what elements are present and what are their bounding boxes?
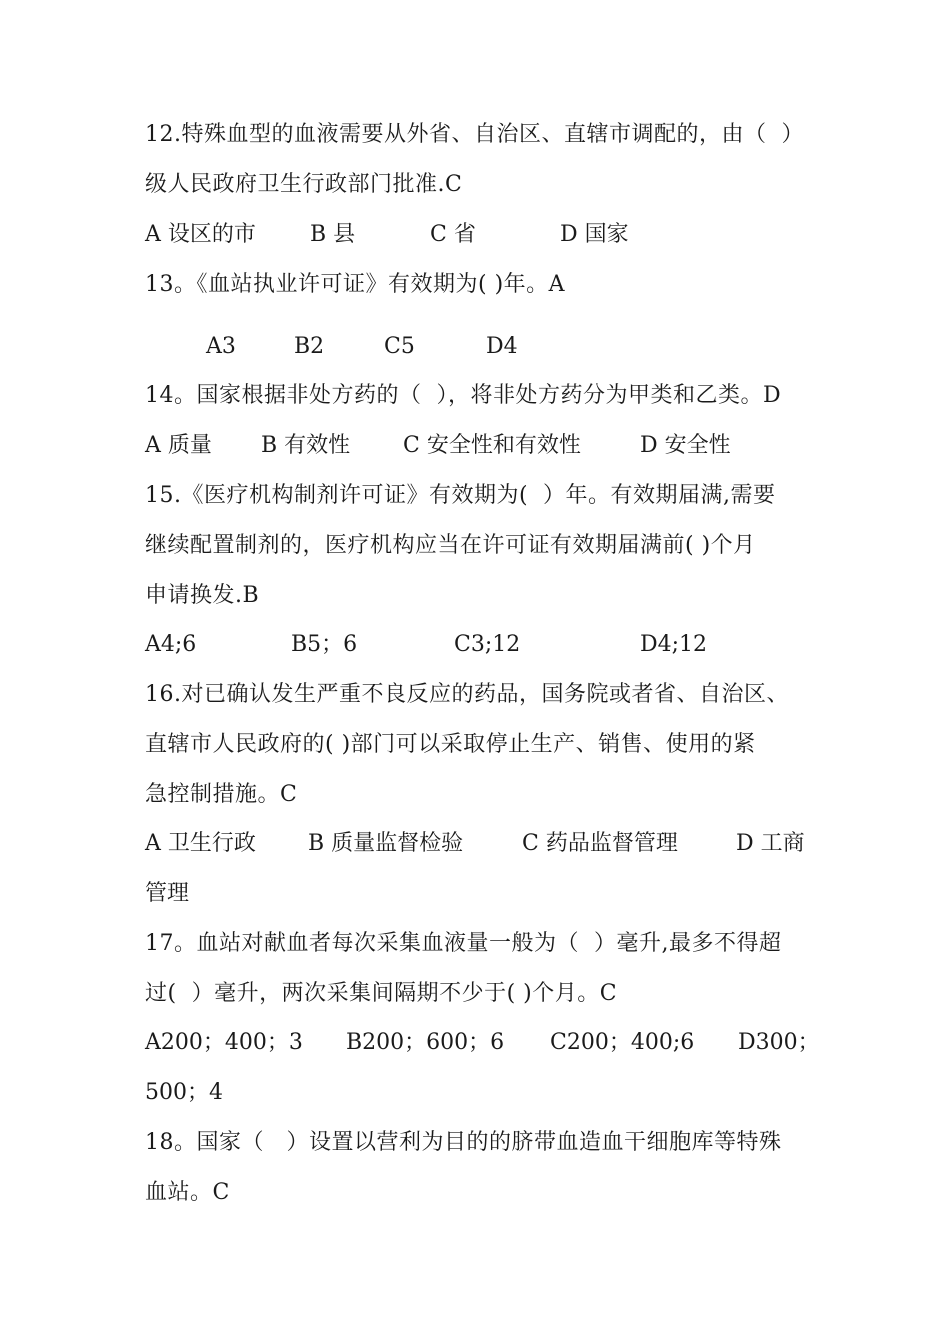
question-15-line-2: 继续配置制剂的，医疗机构应当在许可证有效期届满前( )个月 — [145, 533, 756, 558]
question-16-line-3: 急控制措施。C — [145, 782, 298, 807]
question-17-line-1: 17。血站对献血者每次采集血液量一般为（ ）毫升,最多不得超 — [145, 931, 782, 956]
question-14-option-b: B 有效性 — [261, 433, 351, 458]
question-16-line-1: 16.对已确认发生严重不良反应的药品，国务院或者省、自治区、 — [145, 682, 789, 707]
question-16-option-d-wrap: 管理 — [145, 881, 190, 906]
question-16-option-c: C 药品监督管理 — [522, 831, 678, 856]
question-13-option-d: D4 — [486, 334, 518, 359]
question-17-option-a: A200；400；3 — [145, 1030, 303, 1055]
question-17-option-c: C200；400;6 — [550, 1030, 695, 1055]
question-18-line-2: 血站。C — [145, 1180, 230, 1205]
question-17-option-b: B200；600；6 — [346, 1030, 505, 1055]
question-12-line-2: 级人民政府卫生行政部门批准.C — [145, 172, 463, 197]
question-16-option-d: D 工商 — [736, 831, 805, 856]
question-13-line-1: 13。《血站执业许可证》有效期为( )年。A — [145, 272, 566, 297]
question-18-line-1: 18。国家（ ）设置以营利为目的的脐带血造血干细胞库等特殊 — [145, 1130, 782, 1155]
question-12-option-c: C 省 — [430, 222, 476, 247]
question-16-line-2: 直辖市人民政府的( )部门可以采取停止生产、销售、使用的紧 — [145, 732, 756, 757]
question-14-option-c: C 安全性和有效性 — [403, 433, 581, 458]
question-16-option-a: A 卫生行政 — [145, 831, 256, 856]
question-14-option-d: D 安全性 — [640, 433, 731, 458]
question-12-option-d: D 国家 — [560, 222, 629, 247]
question-12-line-1: 12.特殊血型的血液需要从外省、自治区、直辖市调配的，由（ ） — [145, 122, 804, 147]
question-16-option-b: B 质量监督检验 — [308, 831, 464, 856]
question-15-line-3: 申请换发.B — [145, 583, 260, 608]
question-17-line-2: 过( ）毫升，两次采集间隔期不少于( )个月。C — [145, 981, 618, 1006]
question-12-option-b: B 县 — [310, 222, 356, 247]
question-13-option-c: C5 — [384, 334, 415, 359]
question-15-option-b: B5；6 — [291, 632, 358, 657]
question-13-option-b: B2 — [294, 334, 325, 359]
question-17-option-d: D300； — [738, 1030, 820, 1055]
question-17-option-d-wrap: 500；4 — [145, 1080, 223, 1105]
question-15-option-d: D4;12 — [640, 632, 708, 657]
question-15-option-c: C3;12 — [454, 632, 521, 657]
question-14-option-a: A 质量 — [145, 433, 212, 458]
question-15-line-1: 15.《医疗机构制剂许可证》有效期为( ）年。有效期届满,需要 — [145, 483, 776, 508]
question-14-line-1: 14。国家根据非处方药的（ ），将非处方药分为甲类和乙类。D — [145, 383, 782, 408]
question-15-option-a: A4;6 — [145, 632, 197, 657]
question-13-option-a: A3 — [206, 334, 236, 359]
question-12-option-a: A 设区的市 — [145, 222, 256, 247]
